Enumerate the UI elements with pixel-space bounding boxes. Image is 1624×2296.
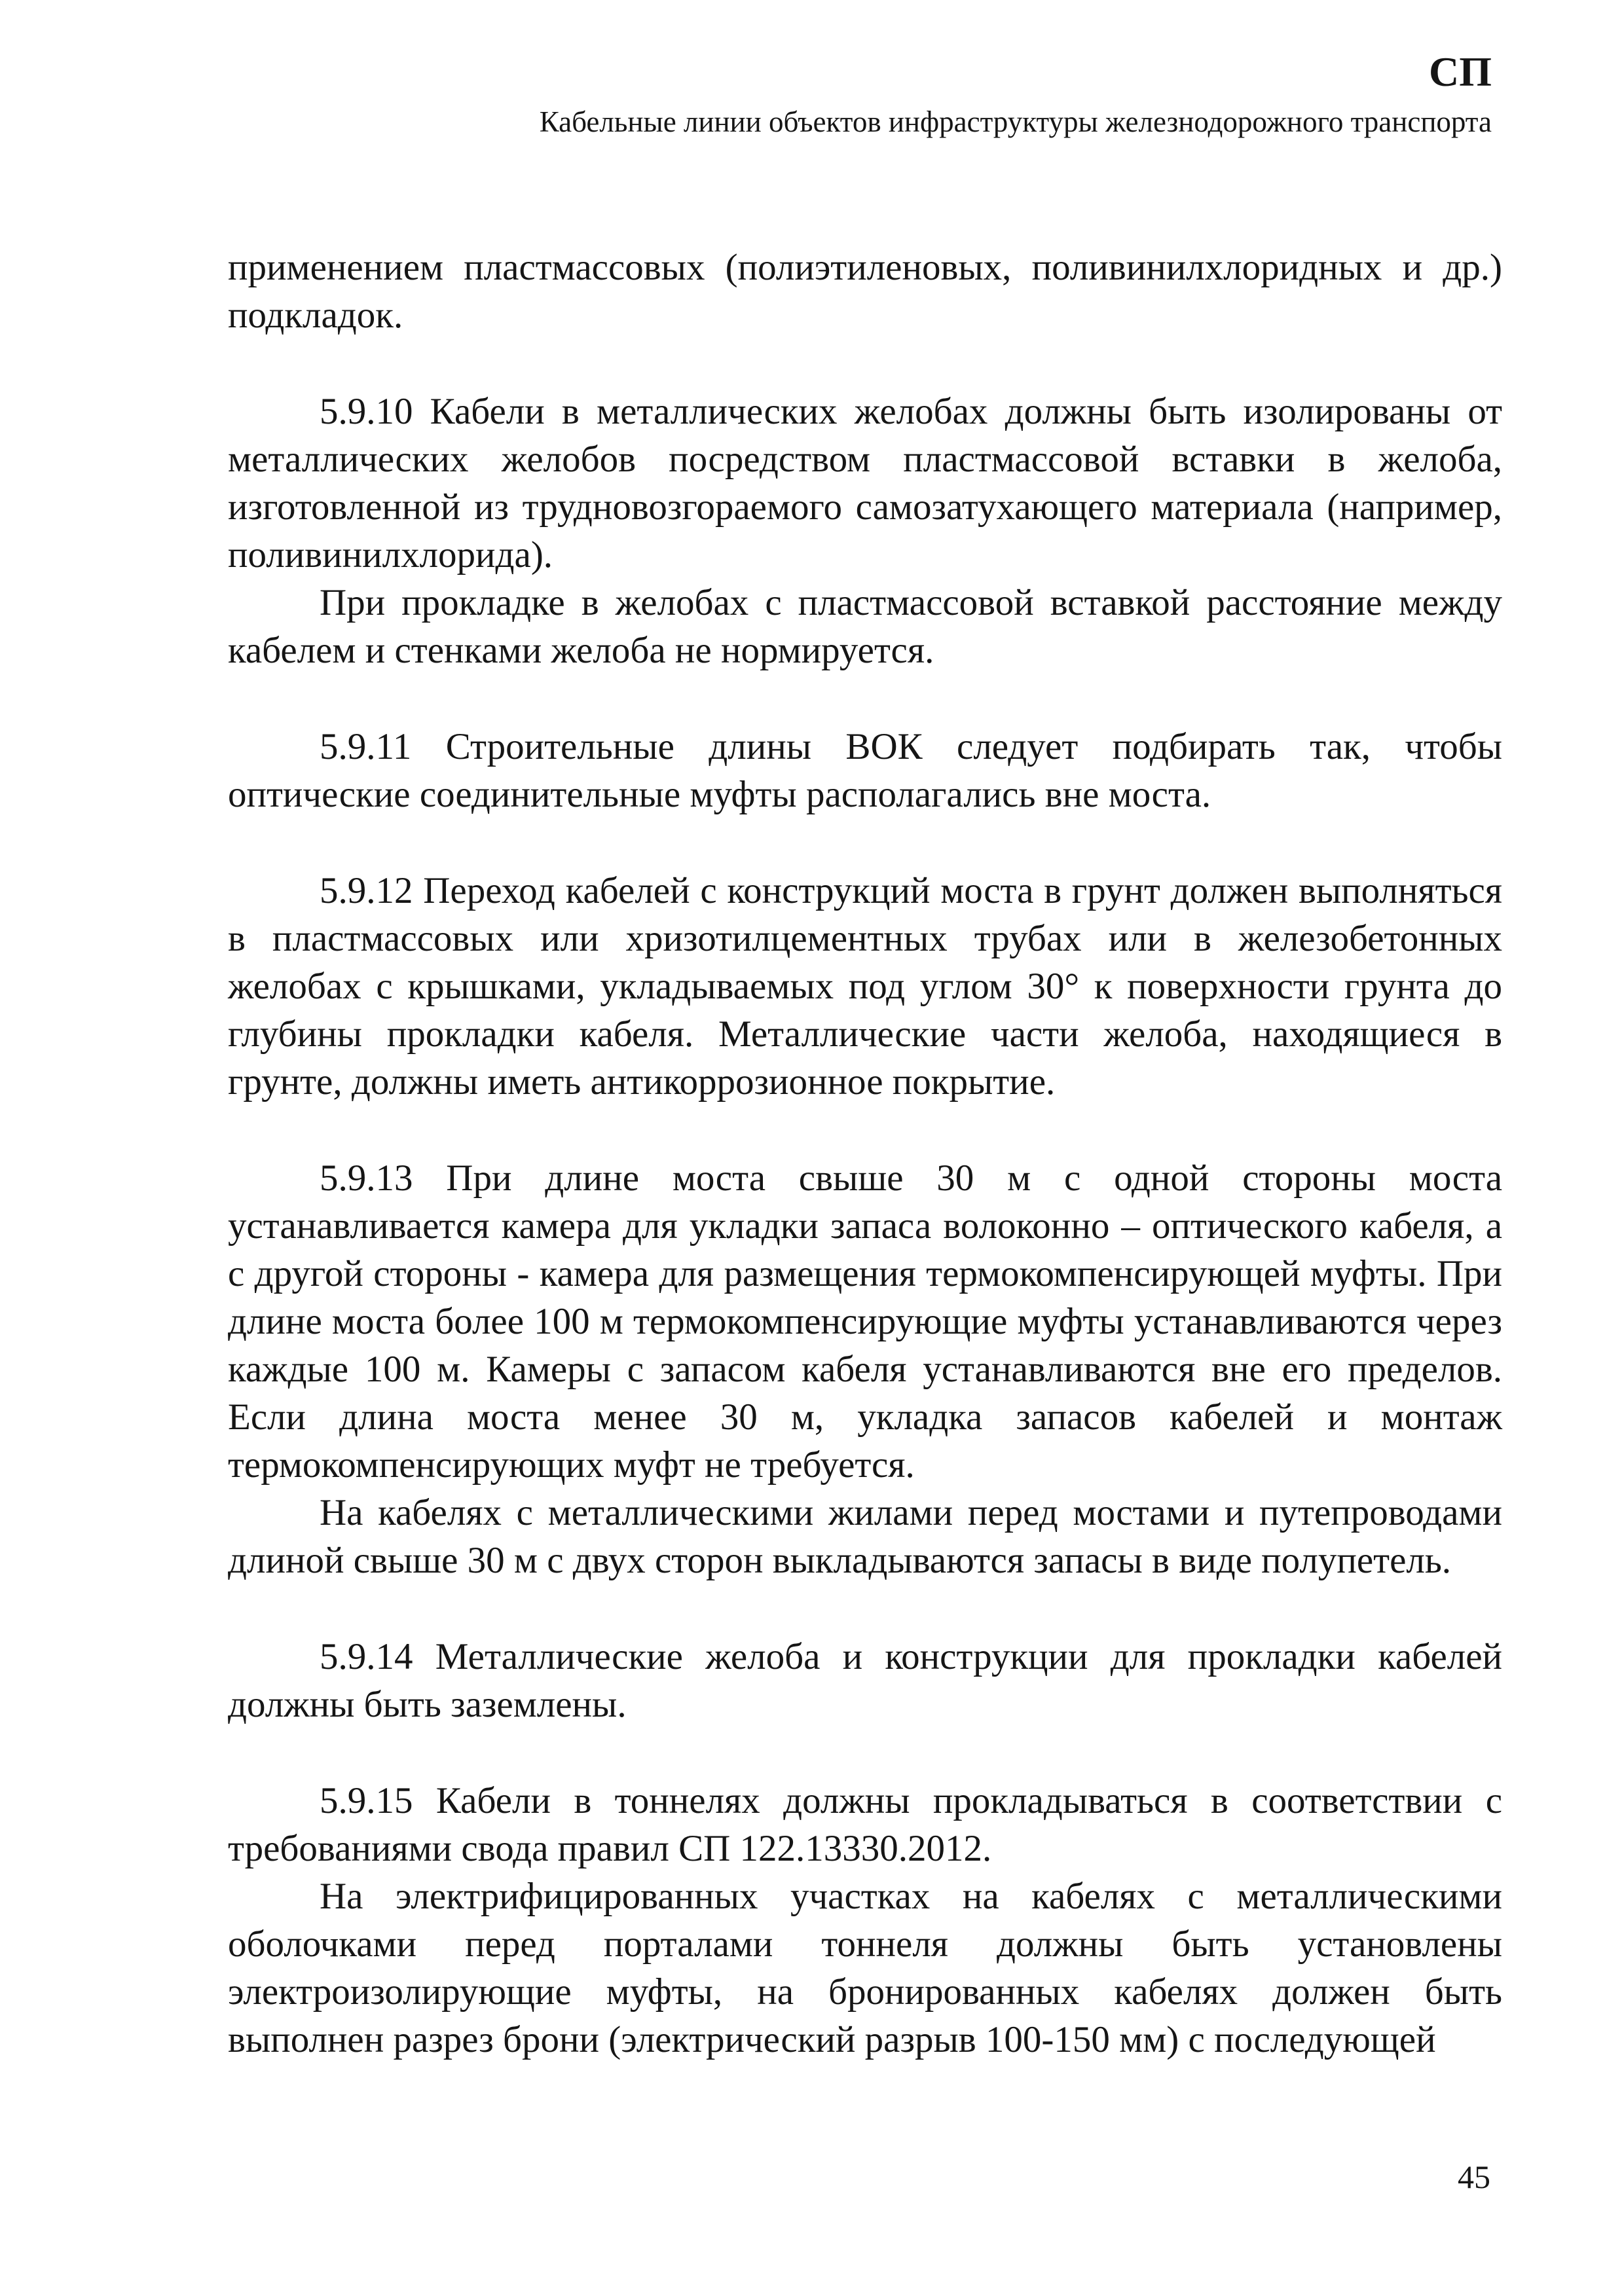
document-body xyxy=(228,244,1502,2064)
clause-5-9-15: 5.9.15 Кабели в тоннелях должны прокладываться в соответствии с требованиями свода правил СП 122.13330.2012. xyxy=(228,1780,1502,1869)
paragraph-continuation: применением пластмассовых (полиэтиленовых, поливинилхлоридных и др.) подкладок. xyxy=(228,247,1502,336)
page-number: 45 xyxy=(1458,2159,1490,2195)
clause-5-9-11: 5.9.11 Строительные длины ВОК следует подбирать так, чтобы оптические соединительные муфты располагались вне моста. xyxy=(228,726,1502,815)
clause-5-9-13-note: На кабелях с металлическими жилами перед мостами и путепроводами длиной свыше 30 м с двух сторон выкладываются запасы в виде полупетель. xyxy=(228,1492,1502,1581)
running-header-title: Кабельные линии объектов инфраструктуры железнодорожного транспорта xyxy=(539,105,1492,138)
clause-5-9-15-note: На электрифицированных участках на кабелях с металлическими оболочками перед порталами тоннеля должны быть установлены электроизолирующие муфты, на бронированных кабелях должен быть выполнен разрез брони (электрический разрыв 100-150 мм) с последующей xyxy=(228,1876,1502,2060)
clause-5-9-12: 5.9.12 Переход кабелей с конструкций моста в грунт должен выполняться в пластмассовых или хризотилцементных трубах или в железобетонных желобах с крышками, укладываемых под углом 30° к поверхности грунта до глубины прокладки кабеля. Металлические части желоба, находящиеся в грунте, должны иметь антикоррозионное покрытие. xyxy=(228,870,1502,1102)
clause-5-9-10: 5.9.10 Кабели в металлических желобах должны быть изолированы от металлических желобов посредством пластмассовой вставки в желоба, изготовленной из трудновозгораемого самозатухающего материала (например, поливинилхлорида). xyxy=(228,391,1502,575)
standard-code: СП xyxy=(1429,48,1492,95)
clause-5-9-13: 5.9.13 При длине моста свыше 30 м с одной стороны моста устанавливается камера для укладки запаса волоконно – оптического кабеля, а с другой стороны - камера для размещения термокомпенсирующей муфты. При длине моста более 100 м термокомпенсирующие муфты устанавливаются через каждые 100 м. Камеры с запасом кабеля устанавливаются вне его пределов. Если длина моста менее 30 м, укладка запасов кабелей и монтаж термокомпенсирующих муфт не требуется. xyxy=(228,1157,1502,1485)
clause-5-9-14: 5.9.14 Металлические желоба и конструкции для прокладки кабелей должны быть заземлены. xyxy=(228,1636,1502,1725)
clause-5-9-10-note: При прокладке в желобах с пластмассовой вставкой расстояние между кабелем и стенками желоба не нормируется. xyxy=(228,582,1502,671)
